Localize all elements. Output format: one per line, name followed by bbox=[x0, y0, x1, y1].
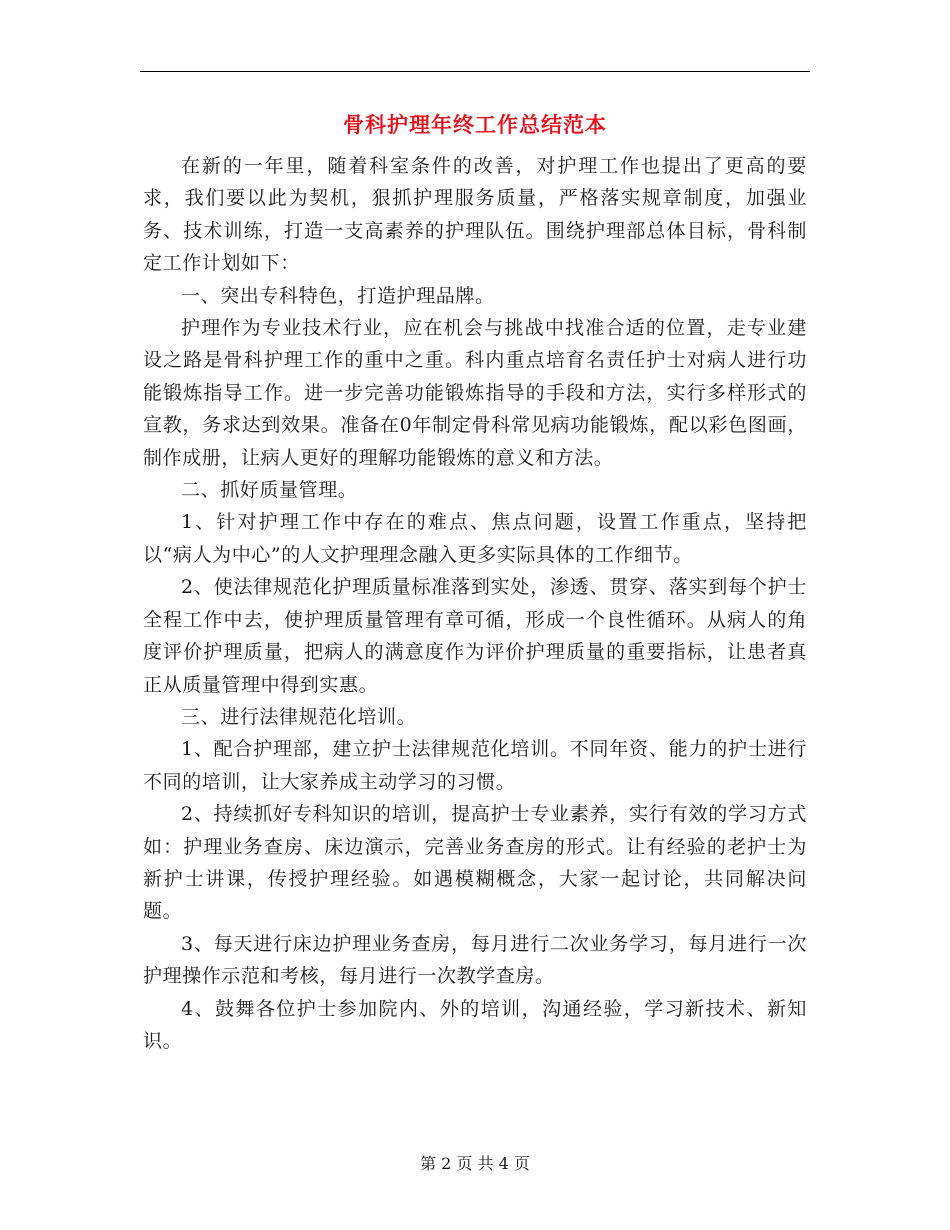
page-number-footer: 第 2 页 共 4 页 bbox=[420, 1154, 530, 1173]
section-1-paragraph: 护理作为专业技术行业，应在机会与挑战中找准合适的位置，走专业建设之路是骨科护理工作的重中之重。科内重点培育名责任护士对病人进行功能锻炼指导工作。进一步完善功能锻炼指导的手段和方法，实行多样形式的宣教，务求达到效果。准备在0年制定骨科常见病功能锻炼，配以彩色图画，制作成册，让病人更好的理解功能锻炼的意义和方法。 bbox=[143, 317, 807, 469]
section-2-item-1: 1、针对护理工作中存在的难点、焦点问题，设置工作重点，坚持把以“病人为中心”的人文护理理念融入更多实际具体的工作细节。 bbox=[143, 511, 807, 566]
section-heading-1: 一、突出专科特色，打造护理品牌。 bbox=[181, 284, 495, 307]
header-rule bbox=[140, 71, 810, 72]
section-3-item-2: 2、持续抓好专科知识的培训，提高护士专业素养，实行有效的学习方式如：护理业务查房、床边演示，完善业务查房的形式。让有经验的老护士为新护士讲课，传授护理经验。如遇模糊概念，大家一起讨论，共同解决问题。 bbox=[143, 803, 807, 923]
document-body bbox=[143, 150, 807, 1057]
section-3-item-4: 4、鼓舞各位护士参加院内、外的培训，沟通经验，学习新技术、新知识。 bbox=[143, 997, 807, 1052]
section-3-item-1: 1、配合护理部，建立护士法律规范化培训。不同年资、能力的护士进行不同的培训，让大家养成主动学习的习惯。 bbox=[143, 738, 807, 793]
section-3-item-3: 3、每天进行床边护理业务查房，每月进行二次业务学习，每月进行一次护理操作示范和考核，每月进行一次教学查房。 bbox=[143, 932, 807, 988]
section-heading-2: 二、抓好质量管理。 bbox=[181, 479, 358, 502]
section-2-item-2: 2、使法律规范化护理质量标准落到实处，渗透、贯穿、落实到每个护士全程工作中去，使护理质量管理有章可循，形成一个良性循环。从病人的角度评价护理质量，把病人的满意度作为评价护理质量的重要指标，让患者真正从质量管理中得到实惠。 bbox=[143, 576, 807, 696]
document-title: 骨科护理年终工作总结范本 bbox=[343, 112, 607, 137]
intro-paragraph: 在新的一年里，随着科室条件的改善，对护理工作也提出了更高的要求，我们要以此为契机，狠抓护理服务质量，严格落实规章制度，加强业务、技术训练，打造一支高素养的护理队伍。围绕护理部总体目标，骨科制定工作计划如下： bbox=[143, 155, 807, 275]
section-heading-3: 三、进行法律规范化培训。 bbox=[181, 705, 417, 728]
